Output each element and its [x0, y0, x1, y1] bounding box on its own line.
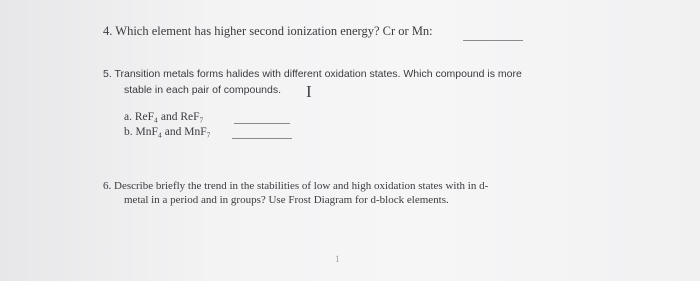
- question-6-line-2: metal in a period and in groups? Use Frost Diagram for d-block elements.: [124, 194, 449, 206]
- question-4-answer-blank: [463, 40, 523, 41]
- question-5-line-2: stable in each pair of compounds.: [124, 84, 282, 96]
- question-5-part-a-blank: [234, 123, 290, 124]
- question-6-line-1: 6. Describe briefly the trend in the stabilities of low and high oxidation states with in d-: [103, 180, 489, 192]
- question-5-part-a: a. ReF₄ and ReF₇: [124, 111, 204, 123]
- question-4-text: 4. Which element has higher second ionization energy? Cr or Mn:: [103, 24, 433, 38]
- text-cursor-icon: I: [306, 82, 312, 101]
- question-5-line-1: 5. Transition metals forms halides with different oxidation states. Which compound is more: [103, 68, 522, 80]
- question-5-part-b-blank: [232, 138, 292, 139]
- page-number: 1: [335, 254, 340, 264]
- question-5-part-b: b. MnF₄ and MnF₇: [124, 126, 211, 138]
